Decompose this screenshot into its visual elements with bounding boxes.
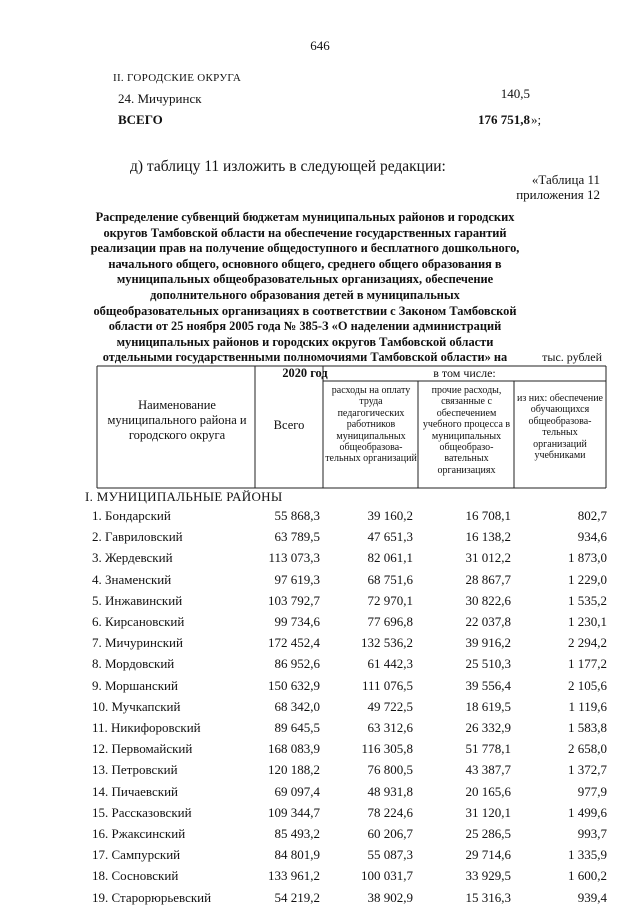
row-other-value: 18 619,5 <box>465 698 511 714</box>
row-other-value: 16 708,1 <box>465 508 511 523</box>
row-total-value: 85 493,2 <box>274 826 320 841</box>
row-salary-value: 78 224,6 <box>367 804 413 820</box>
row-salary-value: 63 312,6 <box>367 720 413 735</box>
row-textbooks-value: 1 335,9 <box>568 847 607 863</box>
row-district-name: 15. Рассказовский <box>92 804 192 820</box>
row-24-value: 140,5 <box>500 86 530 101</box>
row-district-name: 3. Жердевский <box>92 550 173 566</box>
row-textbooks-value: 934,6 <box>577 529 607 545</box>
row-district-name: 7. Мичуринский <box>92 635 183 651</box>
total-value: 176 751,8 <box>478 112 530 127</box>
total-label: ВСЕГО <box>118 112 163 127</box>
row-district-name: 8. Мордовский <box>92 656 175 672</box>
row-textbooks-value: 977,9 <box>577 783 607 799</box>
row-other-value: 26 332,9 <box>465 720 511 735</box>
row-textbooks-value: 1 229,0 <box>568 571 607 587</box>
row-textbooks-value: 1 873,0 <box>568 550 607 566</box>
row-other-value: 20 165,6 <box>465 783 511 799</box>
row-other-value: 16 138,2 <box>465 529 511 545</box>
row-total-value: 109 344,7 <box>268 804 320 820</box>
section-heading-city-districts: II. ГОРОДСКИЕ ОКРУГА <box>113 72 242 84</box>
row-textbooks-value: 1 499,6 <box>568 804 607 820</box>
row-textbooks-value: 939,4 <box>577 889 607 905</box>
row-salary-value: 111 076,5 <box>361 677 413 693</box>
row-district-name: 14. Пичаевский <box>92 783 178 799</box>
row-salary-value: 72 970,1 <box>367 592 413 608</box>
row-district-name: 6. Кирсановский <box>92 614 185 629</box>
amendment-text: д) таблицу 11 изложить в следующей редакции: <box>130 158 446 175</box>
row-salary-value: 132 536,2 <box>361 635 413 651</box>
row-total-value: 133 961,2 <box>268 868 320 884</box>
row-other-value: 33 929,5 <box>465 868 511 884</box>
row-salary-value: 55 087,3 <box>367 847 413 863</box>
row-salary-value: 38 902,9 <box>367 889 413 905</box>
row-total-value: 103 792,7 <box>268 592 320 608</box>
row-district-name: 19. Старорюрьевский <box>92 889 212 905</box>
row-salary-value: 48 931,8 <box>367 783 413 799</box>
row-district-name: 1. Бондарский <box>92 508 171 523</box>
row-other-value: 43 387,7 <box>465 762 511 778</box>
row-salary-value: 76 800,5 <box>367 762 413 778</box>
row-district-name: 4. Знаменский <box>92 571 172 587</box>
row-total-value: 54 219,2 <box>274 889 320 905</box>
row-textbooks-value: 2 658,0 <box>568 741 607 757</box>
header-total-column: Всего <box>273 418 305 432</box>
row-other-value: 30 822,6 <box>465 592 511 608</box>
table-label-line2: приложения 12 <box>516 187 600 202</box>
row-salary-value: 47 651,3 <box>367 529 413 545</box>
row-textbooks-value: 1 119,6 <box>568 698 607 714</box>
row-district-name: 12. Первомайский <box>92 741 193 757</box>
row-other-value: 15 316,3 <box>465 889 511 905</box>
section-heading-municipal-districts: I. МУНИЦИПАЛЬНЫЕ РАЙОНЫ <box>85 489 283 504</box>
row-total-value: 113 073,3 <box>268 550 320 566</box>
row-total-value: 172 452,4 <box>268 635 320 651</box>
header-name-column: Наименование муниципального района и городского округа <box>107 398 247 442</box>
units-label: тыс. рублей <box>542 350 602 364</box>
row-textbooks-value: 1 230,1 <box>568 614 607 629</box>
table-label <box>490 172 600 202</box>
row-textbooks-value: 1 600,2 <box>568 868 607 884</box>
row-district-name: 2. Гавриловский <box>92 529 183 545</box>
row-salary-value: 68 751,6 <box>367 571 413 587</box>
row-other-value: 39 556,4 <box>465 677 511 693</box>
row-other-value: 22 037,8 <box>465 614 511 629</box>
row-total-value: 68 342,0 <box>274 698 320 714</box>
row-other-value: 25 510,3 <box>465 656 511 672</box>
row-total-value: 150 632,9 <box>268 677 320 693</box>
document-title: Распределение субвенций бюджетам муниципальных районов и городских округов Тамбовской области на обеспечение государственных гарантий реализации прав на получение общедоступного и бесплатного дошкольного, начального общего, основного общего, среднего общего образования в муниципальных общеобразовательных организациях, обеспечение дополнительного образования детей в муниципальных общеобразовательных организациях в соответствии с Законом Тамбовской области от 25 ноября 2005 года № 385-З «О наделении администраций муниципальных районов и городских округов Тамбовской области отдельными государственными полномочиями Тамбовской области» на 2020 год <box>90 210 520 380</box>
row-district-name: 18. Сосновский <box>92 868 179 884</box>
row-district-name: 5. Инжавинский <box>92 592 183 608</box>
row-total-value: 89 645,5 <box>274 720 320 735</box>
row-total-value: 120 188,2 <box>268 762 320 778</box>
table-label-line1: «Таблица 11 <box>531 172 600 187</box>
row-salary-value: 60 206,7 <box>367 826 413 841</box>
row-salary-value: 100 031,7 <box>361 868 413 884</box>
row-salary-value: 77 696,8 <box>367 614 413 629</box>
row-total-value: 99 734,6 <box>274 614 320 629</box>
row-total-value: 55 868,3 <box>274 508 320 523</box>
header-salary-column: расходы на оплату труда педагогических работников муниципальных общеобразова-тельных организаций <box>325 385 417 465</box>
row-textbooks-value: 1 177,2 <box>568 656 607 672</box>
row-textbooks-value: 2 294,2 <box>568 635 607 651</box>
row-other-value: 29 714,6 <box>465 847 511 863</box>
row-total-value: 63 789,5 <box>274 529 320 545</box>
page-number: 646 <box>310 38 330 53</box>
row-district-name: 9. Моршанский <box>92 677 178 693</box>
header-textbooks-column: из них: обеспечение обучающихся общеобразова-тельных организаций учебниками <box>516 393 603 462</box>
row-district-name: 17. Сампурский <box>92 847 181 863</box>
row-salary-value: 61 442,3 <box>367 656 413 672</box>
row-salary-value: 49 722,5 <box>367 698 413 714</box>
header-other-expenses-column: прочие расходы, связанные с обеспечением учебного процесса в муниципальных общеобразо-вательных организациях <box>422 385 511 476</box>
row-district-name: 13. Петровский <box>92 762 178 778</box>
row-textbooks-value: 2 105,6 <box>568 677 607 693</box>
row-textbooks-value: 993,7 <box>577 826 607 841</box>
row-24-name: 24. Мичуринск <box>118 91 202 106</box>
row-district-name: 16. Ржаксинский <box>92 826 186 841</box>
row-other-value: 25 286,5 <box>465 826 511 841</box>
row-total-value: 97 619,3 <box>274 571 320 587</box>
row-textbooks-value: 1 372,7 <box>568 762 607 778</box>
row-total-value: 84 801,9 <box>274 847 320 863</box>
row-textbooks-value: 1 535,2 <box>568 592 607 608</box>
row-other-value: 31 120,1 <box>465 804 511 820</box>
row-total-value: 168 083,9 <box>268 741 320 757</box>
row-total-value: 86 952,6 <box>274 656 320 672</box>
row-total-value: 69 097,4 <box>274 783 320 799</box>
row-salary-value: 39 160,2 <box>367 508 413 523</box>
row-textbooks-value: 802,7 <box>577 508 607 523</box>
row-salary-value: 116 305,8 <box>361 741 413 757</box>
row-other-value: 28 867,7 <box>465 571 511 587</box>
header-including: в том числе: <box>433 366 496 380</box>
row-textbooks-value: 1 583,8 <box>568 720 607 735</box>
row-other-value: 39 916,2 <box>465 635 511 651</box>
row-other-value: 31 012,2 <box>465 550 511 566</box>
row-district-name: 11. Никифоровский <box>92 720 201 735</box>
total-suffix: »; <box>531 112 542 127</box>
row-other-value: 51 778,1 <box>465 741 511 757</box>
row-salary-value: 82 061,1 <box>367 550 413 566</box>
row-district-name: 10. Мучкапский <box>92 698 181 714</box>
